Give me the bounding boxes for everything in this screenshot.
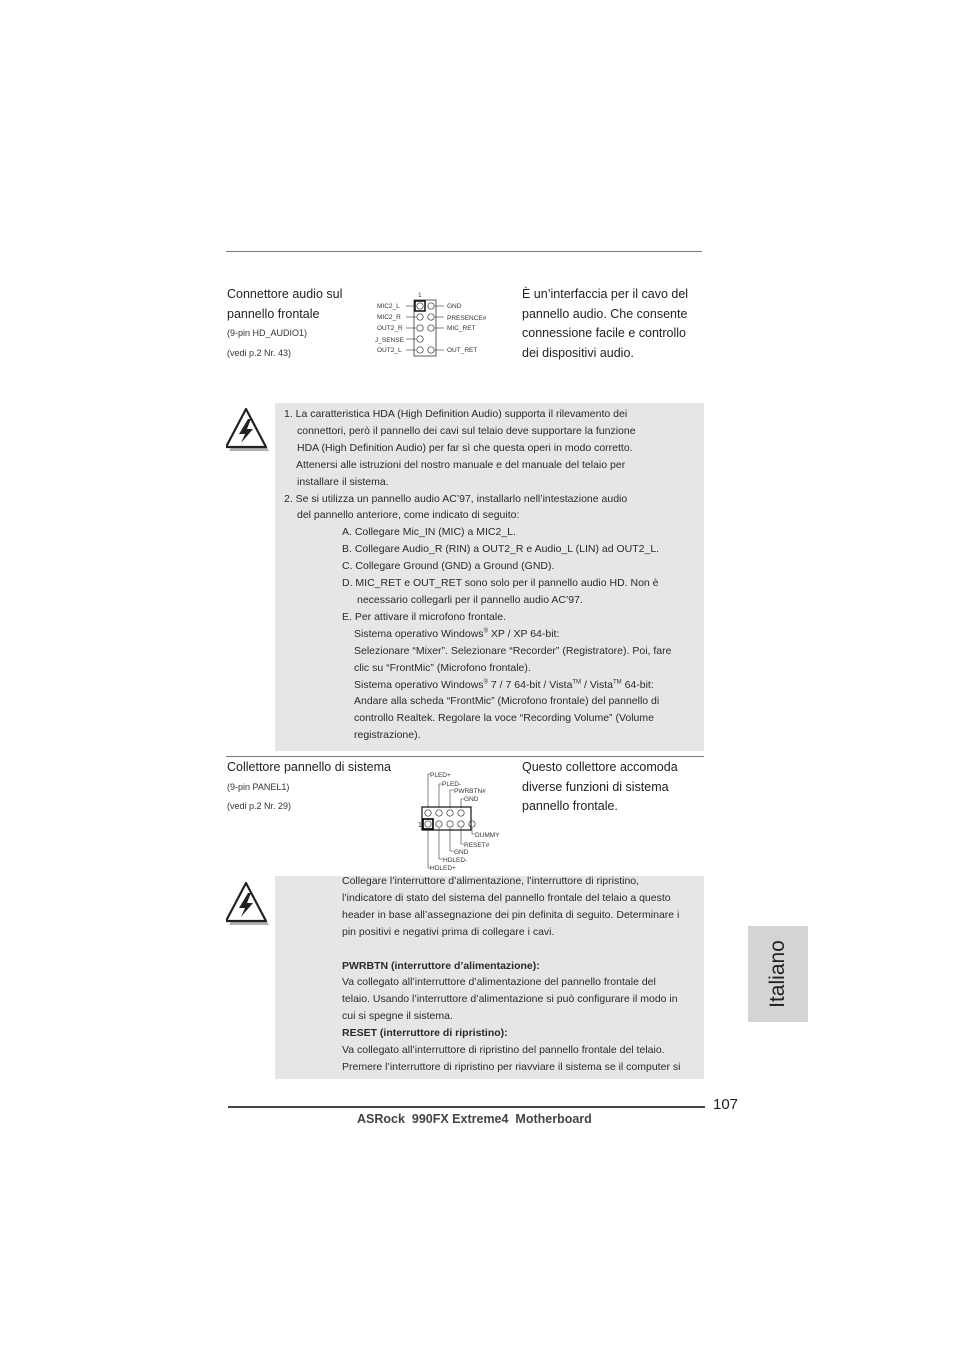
label-dummy: DUMMY	[475, 832, 500, 839]
note-line: Premere l’interruttore di ripristino per riavviare il sistema se il computer si	[342, 1060, 681, 1073]
audio-pin1-label: 1	[418, 292, 422, 299]
note-line: del pannello anteriore, come indicato di seguito:	[297, 509, 520, 522]
panel-description	[522, 758, 678, 817]
audio-desc-line: È un’interfaccia per il cavo del	[522, 287, 689, 301]
label-reset: RESET#	[464, 842, 490, 849]
label-pled-plus: PLED+	[430, 772, 451, 779]
audio-pins-right	[428, 303, 434, 353]
audio-pin-spec: (9-pin HD_AUDIO1)	[227, 328, 308, 338]
panel-pin-spec: (9-pin PANEL1)	[227, 782, 290, 792]
reset-heading: RESET (interruttore di ripristino):	[342, 1027, 508, 1040]
top-divider	[226, 251, 702, 252]
note-line: connettori, però il pannello dei cavi sul telaio deve supportare la funzione	[297, 424, 636, 437]
note-line: Collegare l’interruttore d’alimentazione, l’interruttore di ripristino,	[342, 875, 640, 887]
note-line: 2. Se si utilizza un pannello audio AC’97, installarlo nell’intestazione audio	[284, 492, 628, 505]
panel-desc-line: Questo collettore accomoda	[522, 760, 678, 774]
note-line: A. Collegare Mic_IN (MIC) a MIC2_L.	[342, 526, 516, 539]
note-line: clic su “FrontMic” (Microfono frontale).	[354, 661, 531, 674]
note-line: 1. La caratteristica HDA (High Definition Audio) supporta il rilevamento dei	[284, 408, 628, 420]
note-line: HDA (High Definition Audio) per far sì che questa operi in modo corretto.	[297, 441, 633, 454]
note-panel-text	[342, 873, 680, 1076]
note-line: Andare alla scheda “FrontMic” (Microfono frontale) del pannello di	[354, 695, 660, 708]
note-line: l’indicatore di stato del sistema del pannello frontale del telaio a questo	[342, 891, 671, 904]
label-pled-minus: PLED-	[442, 781, 462, 788]
label-mic-ret: MIC_RET	[447, 325, 476, 332]
warning-icon	[226, 881, 272, 929]
panel-page-ref: (vedi p.2 Nr. 29)	[227, 801, 292, 811]
note-line: necessario collegarli per il pannello audio AC’97.	[357, 593, 583, 606]
note-audio-text	[284, 406, 671, 744]
hd-audio-pin-diagram	[370, 290, 500, 360]
panel-pin-diagram	[418, 768, 508, 872]
label-out2-l: OUT2_L	[377, 347, 402, 354]
audio-page-ref: (vedi p.2 Nr. 43)	[227, 348, 292, 358]
note-line: header in base all’assegnazione dei pin definita di seguito. Determinare i	[342, 908, 680, 921]
note-line: Va collegato all’interruttore d’alimentazione del pannello frontale del	[342, 976, 656, 989]
note-line: installare il sistema.	[297, 475, 389, 488]
label-presence: PRESENCE#	[447, 315, 487, 322]
note-line: Selezionare “Mixer”. Selezionare “Recorder” (Registratore). Poi, fare	[354, 644, 672, 657]
warning-icon	[226, 407, 272, 455]
note-line: C. Collegare Ground (GND) a Ground (GND).	[342, 560, 555, 573]
audio-desc-line: dei dispositivi audio.	[522, 345, 634, 360]
note-line: Attenersi alle istruzioni del nostro manuale e del manuale del telaio per	[296, 458, 626, 471]
label-mic2-r: MIC2_R	[377, 314, 401, 321]
audio-header-title	[227, 285, 342, 324]
label-j-sense: J_SENSE	[375, 337, 404, 344]
note-line: D. MIC_RET e OUT_RET sono solo per il pannello audio HD. Non è	[342, 577, 659, 590]
note-line: B. Collegare Audio_R (RIN) a OUT2_R e Audio_L (LIN) ad OUT2_L.	[342, 543, 660, 556]
footer-divider	[228, 1106, 705, 1108]
note-line: Sistema operativo Windows® 7 / 7 64-bit / Vista™ / Vista™ 64-bit:	[354, 678, 654, 691]
language-tab	[748, 926, 808, 1022]
panel-header-title: Collettore pannello di sistema	[227, 760, 391, 774]
label-pwrbtn: PWRBTN#	[454, 788, 486, 795]
page-number: 107	[713, 1096, 739, 1113]
label-hdled-plus: HDLED+	[430, 865, 456, 872]
note-line: E. Per attivare il microfono frontale.	[342, 610, 506, 623]
audio-description	[522, 285, 688, 363]
audio-pin-leader-lines	[406, 306, 444, 350]
label-mic2-l: MIC2_L	[377, 303, 400, 310]
note-line: controllo Realtek. Regolare la voce “Recording Volume” (Volume	[354, 712, 654, 725]
panel-desc-line: diverse funzioni di sistema	[522, 779, 669, 794]
label-hdled-minus: HDLED-	[443, 857, 468, 864]
panel-pin1-label: 1	[418, 822, 422, 829]
footer-product-name: ASRock 990FX Extreme4 Motherboard	[357, 1112, 592, 1126]
note-line: registrazione).	[354, 729, 421, 742]
language-tab-label: Italiano	[766, 940, 789, 1008]
note-line: pin positivi e negativi prima di collegare i cavi.	[342, 925, 555, 938]
label-gnd-bottom: GND	[454, 849, 469, 856]
audio-header-title-line1: Connettore audio sul	[227, 287, 343, 301]
audio-header-title-line2: pannello frontale	[227, 306, 320, 321]
label-out-ret: OUT_RET	[447, 347, 478, 354]
pwrbtn-heading: PWRBTN (interruttore d’alimentazione):	[342, 959, 540, 972]
section2-divider	[226, 756, 704, 757]
note-line: Sistema operativo Windows® XP / XP 64-bit:	[354, 627, 560, 640]
audio-desc-line: pannello audio. Che consente	[522, 306, 688, 321]
label-gnd: GND	[447, 303, 462, 310]
label-gnd-top: GND	[464, 796, 479, 803]
panel-desc-line: pannello frontale.	[522, 799, 618, 813]
note-line: cui si spegne il sistema.	[342, 1010, 453, 1023]
label-out2-r: OUT2_R	[377, 325, 403, 332]
note-line: telaio. Usando l’interruttore d’alimentazione si può configurare il modo in	[342, 993, 678, 1006]
audio-desc-line: connessione facile e controllo	[522, 326, 686, 340]
note-line-spacer	[342, 941, 680, 958]
note-line: Va collegato all’interruttore di ripristino del pannello frontale del telaio.	[342, 1044, 665, 1057]
